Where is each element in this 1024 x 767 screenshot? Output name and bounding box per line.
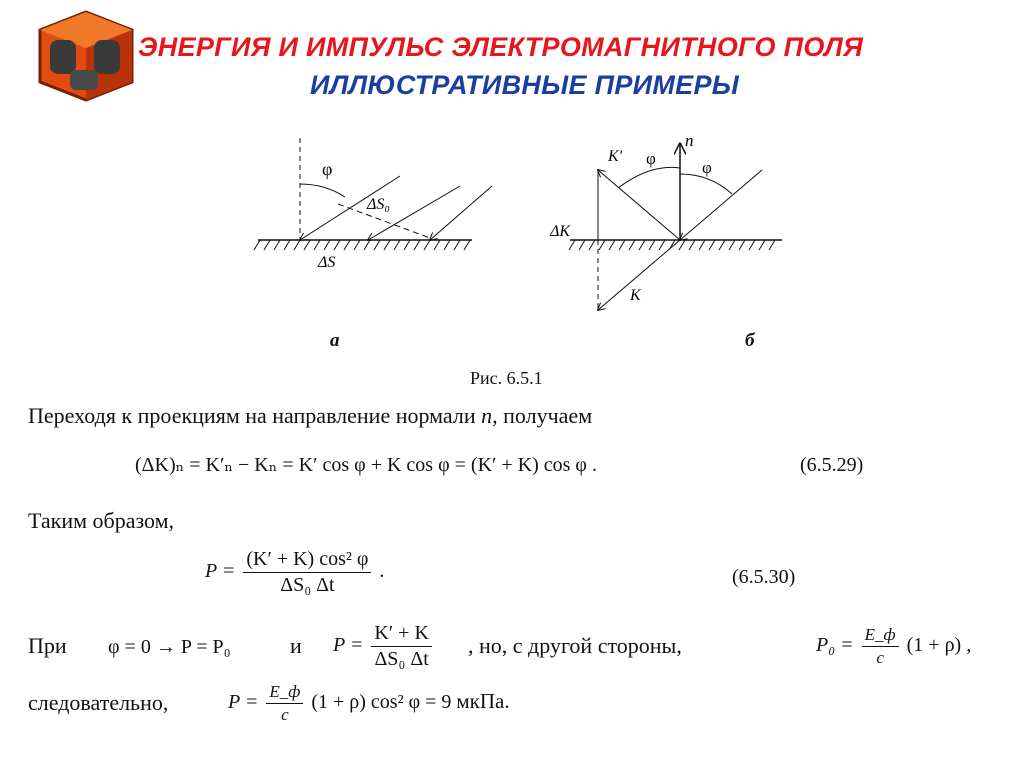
delta-s-label: ΔS [318, 254, 336, 271]
cube-logo-icon [30, 8, 142, 104]
slide-title: ЭНЕРГИЯ И ИМПУЛЬС ЭЛЕКТРОМАГНИТНОГО ПОЛЯ [138, 32, 864, 62]
text-on-other-hand: , но, с другой стороны, [468, 633, 682, 658]
vector-n: n [481, 403, 493, 428]
diagram-a [254, 138, 492, 271]
equation-p-fraction: P = $\frac{K' + K}{\text{ΔS₀ Δt}}$ [333, 622, 435, 671]
text-thus: Таким образом, [28, 508, 175, 533]
equation-number-29: (6.5.29) [800, 454, 864, 476]
text-and: и [290, 633, 302, 658]
delta-s0-label: ΔS₀ [367, 196, 390, 213]
equation-p0: P₀ = $\frac{E\_ф}{c}$ (1 + ρ) , [816, 625, 972, 667]
text-line-projection: Переходя к проекциям на направление нормали n, получаем [28, 403, 593, 428]
normal-n-label: n [685, 131, 694, 150]
k-label: K [630, 287, 641, 304]
angle-phi-label: φ [322, 159, 333, 179]
text-consequently: следовательно, [28, 690, 169, 715]
slide-subtitle: ИЛЛЮСТРАТИВНЫЕ ПРИМЕРЫ [310, 70, 740, 100]
text-line-pri: При [28, 633, 67, 658]
angle-phi-right-label: φ [702, 158, 712, 177]
equation-number-30: (6.5.30) [732, 566, 796, 588]
equation-6-5-29: (ΔK)ₙ = K′ₙ − Kₙ = K′ cos φ + K cos φ = (K′ + K) cos φ . [135, 454, 597, 476]
k-prime-label: K′ [608, 148, 623, 165]
delta-k-label: ΔK [550, 223, 571, 240]
subfigure-a-label: а [330, 330, 340, 351]
equation-6-5-30: P = $\frac{\text{(K′ + K) cos² φ}}{\text{ΔS₀ Δt}}$ . [205, 548, 385, 596]
figure-6-5-1 [230, 118, 790, 348]
condition-phi-zero: φ = 0 → P = P₀ [108, 636, 231, 658]
angle-phi-left-label: φ [646, 149, 656, 168]
fraction: $\frac{\text{(K′ + K) cos² φ}}{\text{ΔS₀ Δt}}$ [243, 548, 371, 597]
diagram-b [549, 131, 782, 310]
subfigure-b-label: б [745, 330, 755, 351]
equation-final-pressure: P = $\frac{E\_ф}{c}$ (1 + ρ) cos² φ = 9 мкПа. [228, 682, 510, 724]
figure-caption: Рис. 6.5.1 [470, 368, 543, 388]
